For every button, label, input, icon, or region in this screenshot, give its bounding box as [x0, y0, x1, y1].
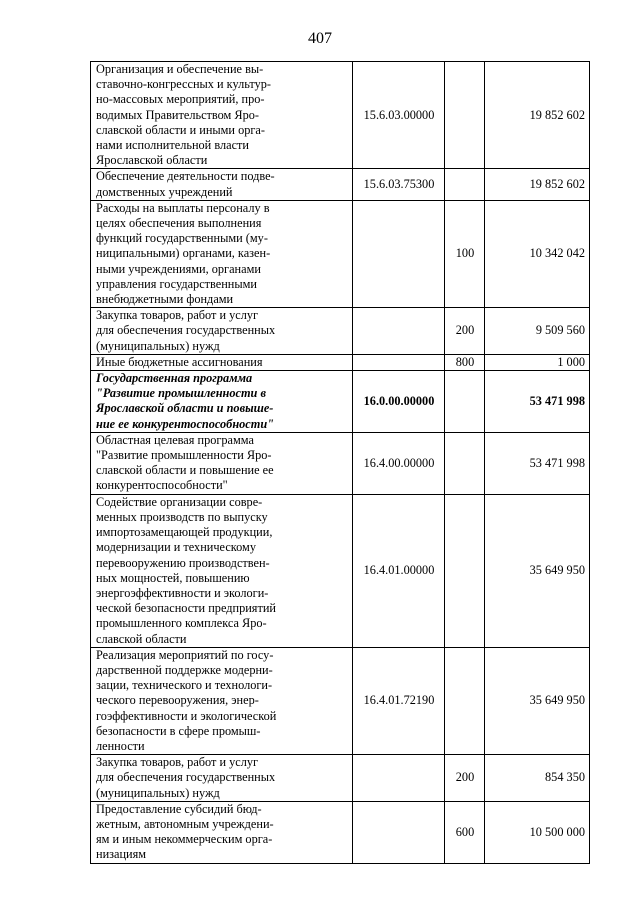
expense-type-code-cell — [445, 647, 485, 754]
table-row — [91, 494, 590, 647]
target-article-code-cell: 15.6.03.00000 — [353, 62, 445, 169]
table-row — [91, 755, 590, 802]
expense-name-cell: Реализация мероприятий по госу- дарственной поддержке модерни- зации, технического и технологи- ческого перевооружения, энер- гоэффективности и экологической безопасности в сфере промыш- ленности — [91, 647, 353, 754]
expense-name-cell: Предоставление субсидий бюд- жетным, автономным учреждени- ям и иным некоммерческим орга- низациям — [91, 801, 353, 863]
table-row — [91, 308, 590, 355]
budget-table-body — [91, 62, 590, 864]
amount-cell: 53 471 998 — [485, 432, 590, 494]
amount-cell: 9 509 560 — [485, 308, 590, 355]
expense-type-code-cell — [445, 432, 485, 494]
amount-cell: 1 000 — [485, 354, 590, 370]
expense-name-cell: Организация и обеспечение вы- ставочно-конгрессных и культур- но-массовых мероприятий, про- водимых Правительством Яро- славской области и иными орга- нами исполнительной власти Ярославской области — [91, 62, 353, 169]
expense-name-cell: Обеспечение деятельности подве- домственных учреждений — [91, 169, 353, 200]
amount-cell: 854 350 — [485, 755, 590, 802]
expense-type-code-cell: 200 — [445, 308, 485, 355]
amount-cell: 19 852 602 — [485, 169, 590, 200]
table-row-program — [91, 371, 590, 433]
target-article-code-cell — [353, 200, 445, 307]
expense-type-code-cell — [445, 62, 485, 169]
amount-cell: 19 852 602 — [485, 62, 590, 169]
target-article-code-cell: 15.6.03.75300 — [353, 169, 445, 200]
expense-type-code-cell: 800 — [445, 354, 485, 370]
table-row — [91, 432, 590, 494]
amount-cell: 10 342 042 — [485, 200, 590, 307]
expense-type-code-cell — [445, 169, 485, 200]
target-article-code-cell — [353, 801, 445, 863]
expense-name-cell: Иные бюджетные ассигнования — [91, 354, 353, 370]
table-row — [91, 647, 590, 754]
table-row — [91, 200, 590, 307]
target-article-code-cell: 16.0.00.00000 — [353, 371, 445, 433]
expense-type-code-cell: 200 — [445, 755, 485, 802]
amount-cell: 35 649 950 — [485, 494, 590, 647]
amount-cell: 10 500 000 — [485, 801, 590, 863]
expense-name-cell: Расходы на выплаты персоналу в целях обеспечения выполнения функций государственными (му- ниципальными) органами, казен- ными учреждениями, органами управления государственными внебюджетными фондами — [91, 200, 353, 307]
expense-type-code-cell — [445, 494, 485, 647]
expense-name-cell: Закупка товаров, работ и услуг для обеспечения государственных (муниципальных) нужд — [91, 308, 353, 355]
amount-cell: 53 471 998 — [485, 371, 590, 433]
target-article-code-cell: 16.4.00.00000 — [353, 432, 445, 494]
page-number: 407 — [308, 30, 332, 47]
target-article-code-cell — [353, 354, 445, 370]
budget-table — [90, 61, 590, 864]
target-article-code-cell — [353, 308, 445, 355]
expense-type-code-cell: 100 — [445, 200, 485, 307]
expense-name-cell: Государственная программа "Развитие промышленности в Ярославской области и повыше- ние ее конкурентоспособности" — [91, 371, 353, 433]
expense-name-cell: Областная целевая программа "Развитие промышленности Яро- славской области и повышение ее конкурентоспособности" — [91, 432, 353, 494]
table-row — [91, 801, 590, 863]
target-article-code-cell: 16.4.01.00000 — [353, 494, 445, 647]
expense-type-code-cell: 600 — [445, 801, 485, 863]
expense-type-code-cell — [445, 371, 485, 433]
expense-name-cell: Содействие организации совре- менных производств по выпуску импортозамещающей продукции, модернизации и техническому перевооружению производствен- ных мощностей, повышению энергоэффективности и экологи- ческой безопасности предприятий промышленного комплекса Яро- славской области — [91, 494, 353, 647]
table-row — [91, 62, 590, 169]
expense-name-cell: Закупка товаров, работ и услуг для обеспечения государственных (муниципальных) нужд — [91, 755, 353, 802]
target-article-code-cell — [353, 755, 445, 802]
target-article-code-cell: 16.4.01.72190 — [353, 647, 445, 754]
table-row — [91, 354, 590, 370]
amount-cell: 35 649 950 — [485, 647, 590, 754]
table-row — [91, 169, 590, 200]
